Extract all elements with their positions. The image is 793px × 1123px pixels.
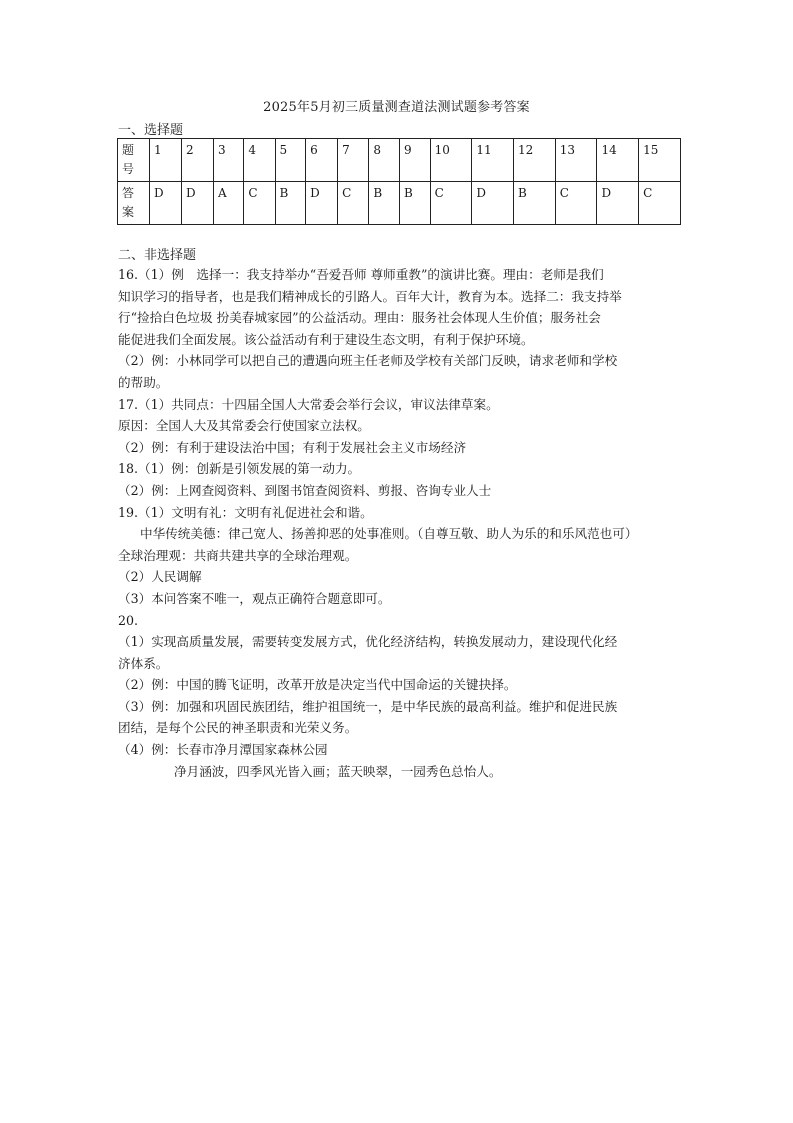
table-cell: 5 — [275, 139, 306, 182]
answer-line: 17.（1）共同点：十四届全国人大常委会举行会议，审议法律草案。 — [118, 396, 499, 412]
table-cell: B — [514, 182, 556, 225]
section-heading-choice: 一、选择题 — [118, 123, 184, 138]
answer-line: 中华传统美德：律己宽人、扬善抑恶的处事准则。（自尊互敬、助人为乐的和乐风范也可） — [140, 526, 638, 542]
table-cell: 8 — [369, 139, 400, 182]
section-heading-nonchoice: 二、非选择题 — [118, 248, 197, 263]
page-title: 2025年5月初三质量测查道法测试题参考答案 — [263, 100, 530, 115]
answer-line: （2）例：上网查阅资料、到图书馆查阅资料、剪报、咨询专业人士 — [118, 482, 492, 498]
table-cell: D — [306, 182, 338, 225]
row-label-question-number: 题 号 — [118, 139, 150, 182]
table-cell: 6 — [306, 139, 338, 182]
answer-line: （2）人民调解 — [118, 569, 202, 585]
table-cell: 9 — [400, 139, 431, 182]
answer-line: （3）本问答案不唯一，观点正确符合题意即可。 — [118, 590, 391, 606]
table-cell: D — [150, 182, 182, 225]
answer-line: （3）例：加强和巩固民族团结，维护祖国统一，是中华民族的最高利益。维护和促进民族 — [118, 698, 618, 714]
answer-line: 19.（1）文明有礼：文明有礼促进社会和谐。 — [118, 504, 373, 520]
answer-line: （2）例：中国的腾飞证明，改革开放是决定当代中国命运的关键抉择。 — [118, 677, 517, 693]
answer-line: 18.（1）例：创新是引领发展的第一动力。 — [118, 461, 361, 477]
table-cell: B — [369, 182, 400, 225]
table-cell: 15 — [639, 139, 681, 182]
table-cell: 2 — [181, 139, 213, 182]
table-cell: 7 — [338, 139, 369, 182]
table-cell: 3 — [213, 139, 243, 182]
table-row-answers — [118, 182, 681, 225]
answer-line: （2）例：小林同学可以把自己的遭遇向班主任老师及学校有关部门反映，请求老师和学校 — [118, 353, 618, 369]
table-cell: C — [639, 182, 681, 225]
answer-body — [118, 264, 684, 782]
answer-line: 净月涵波，四季风光皆入画；蓝天映翠，一园秀色总怡人。 — [174, 763, 502, 779]
table-cell: D — [472, 182, 514, 225]
table-cell: D — [181, 182, 213, 225]
answer-line: 20. — [118, 612, 139, 628]
table-row-numbers — [118, 139, 681, 182]
table-cell: 11 — [472, 139, 514, 182]
answer-line: 济体系。 — [118, 655, 169, 671]
table-cell: 4 — [244, 139, 275, 182]
answer-line: 团结，是每个公民的神圣职责和光荣义务。 — [118, 720, 358, 736]
table-cell: A — [213, 182, 243, 225]
row-label-answer: 答 案 — [118, 182, 150, 225]
answer-line: 全球治理观：共商共建共享的全球治理观。 — [118, 547, 358, 563]
table-cell: 12 — [514, 139, 556, 182]
table-cell: D — [597, 182, 639, 225]
table-cell: 10 — [430, 139, 472, 182]
answer-table — [117, 138, 681, 225]
table-cell: 14 — [597, 139, 639, 182]
answer-line: 16.（1）例 选择一：我支持举办“吾爱吾师 尊师重教”的演讲比赛。理由：老师是我们 — [118, 267, 604, 282]
table-cell: C — [430, 182, 472, 225]
table-cell: C — [555, 182, 597, 225]
table-cell: B — [275, 182, 306, 225]
answer-line: （1）实现高质量发展，需要转变发展方式，优化经济结构，转换发展动力，建设现代化经 — [118, 634, 618, 650]
table-cell: C — [244, 182, 275, 225]
answer-line: 行“捡拾白色垃圾 扮美春城家园”的公益活动。理由：服务社会体现人生价值；服务社会 — [118, 310, 601, 326]
table-cell: 1 — [150, 139, 182, 182]
answer-line: 的帮助。 — [118, 374, 169, 390]
answer-line: （2）例：有利于建设法治中国；有利于发展社会主义市场经济 — [118, 439, 467, 455]
table-cell: B — [400, 182, 431, 225]
table-cell: C — [338, 182, 369, 225]
answer-line: 能促进我们全面发展。该公益活动有利于建设生态文明，有利于保护环境。 — [118, 331, 534, 347]
table-cell: 13 — [555, 139, 597, 182]
answer-line: 原因：全国人大及其常委会行使国家立法权。 — [118, 418, 370, 434]
answer-line: 知识学习的指导者，也是我们精神成长的引路人。百年大计，教育为本。选择二：我支持举 — [118, 288, 622, 304]
answer-line: （4）例：长春市净月潭国家森林公园 — [118, 742, 328, 758]
